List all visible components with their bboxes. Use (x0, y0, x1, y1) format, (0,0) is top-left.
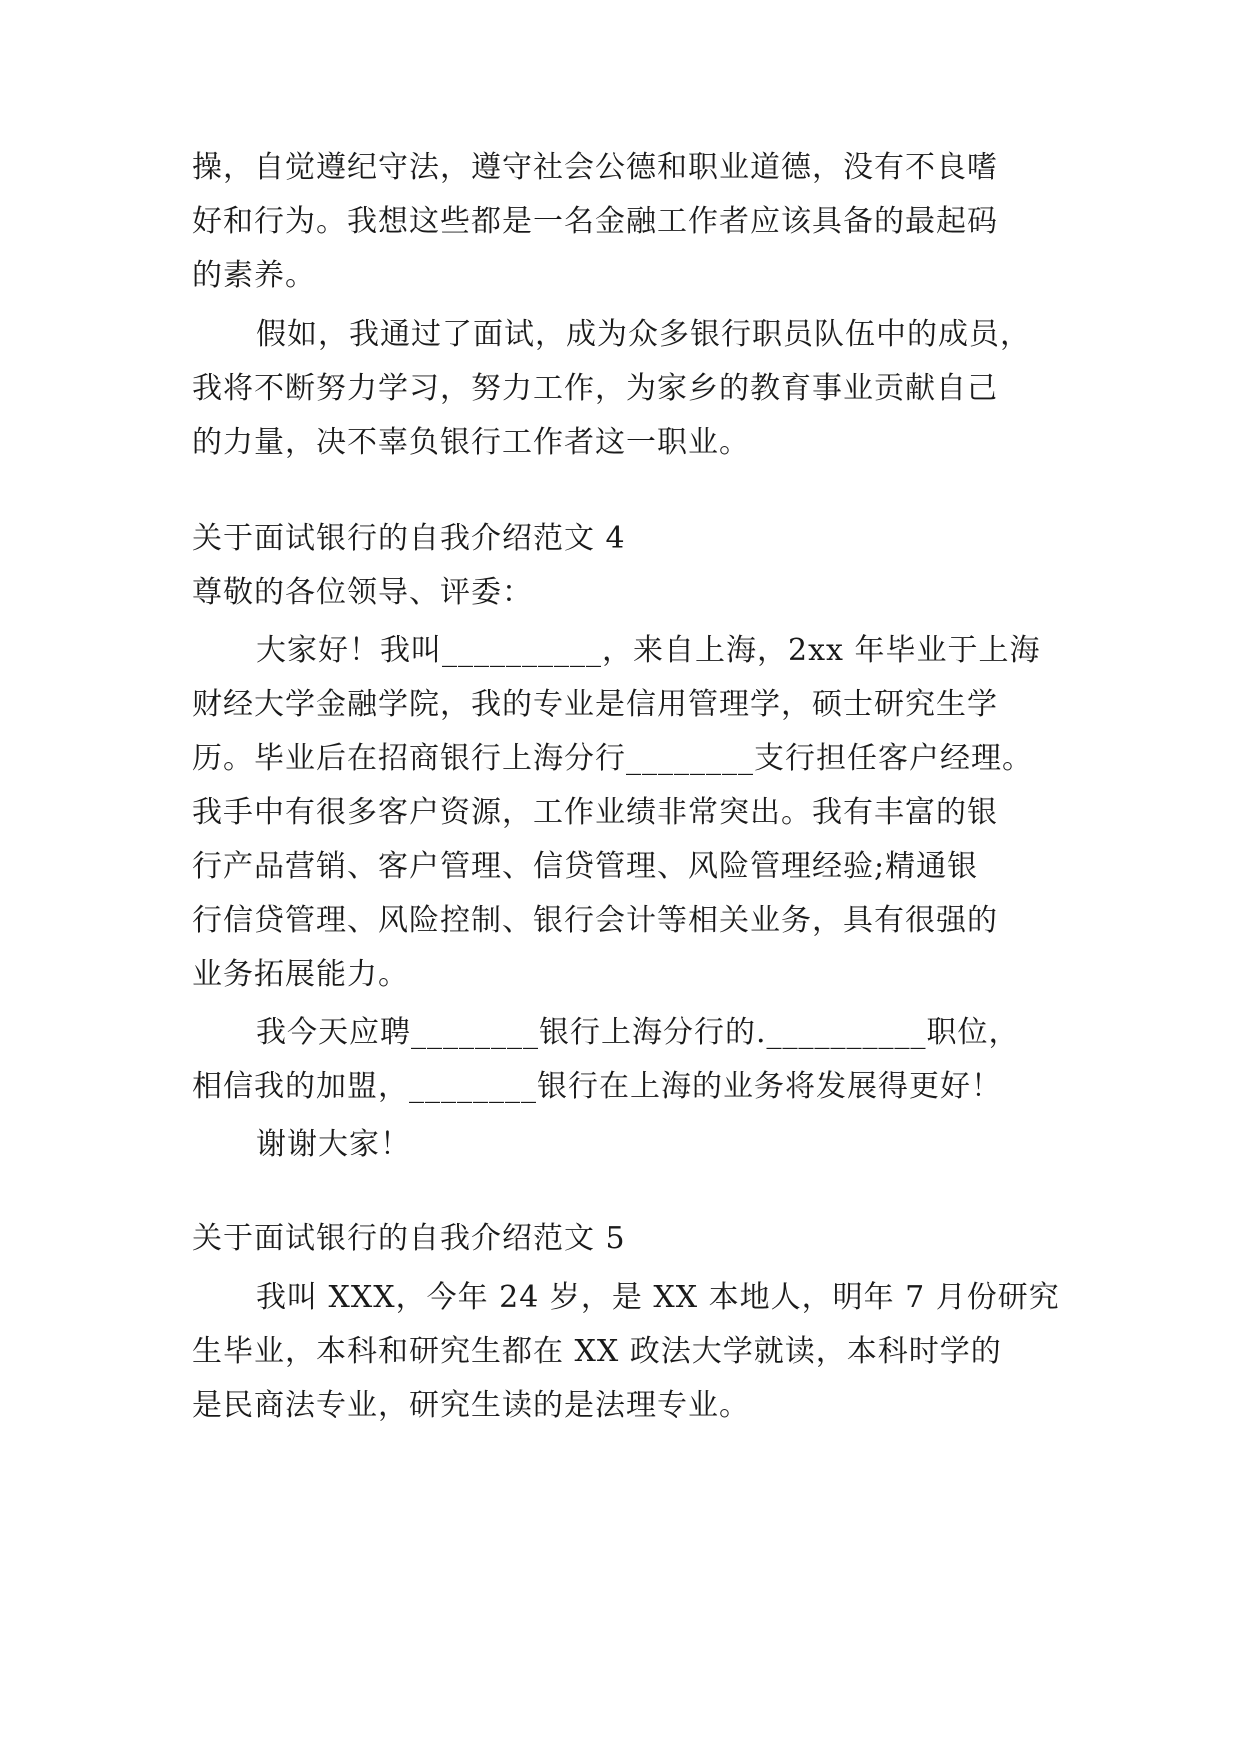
paragraph-line: 的素养。 (192, 258, 316, 293)
paragraph-line: 我手中有很多客户资源，工作业绩非常突出。我有丰富的银 (192, 795, 998, 830)
paragraph-line: 操，自觉遵纪守法，遵守社会公德和职业道德，没有不良嗜 (192, 150, 998, 185)
paragraph-line: 好和行为。我想这些都是一名金融工作者应该具备的最起码 (192, 204, 998, 239)
section-heading: 关于面试银行的自我介绍范文 4 (192, 521, 626, 556)
paragraph-line: 的力量，决不辜负银行工作者这一职业。 (192, 425, 750, 460)
paragraph-line: 谢谢大家！ (256, 1127, 411, 1162)
paragraph-line: 相信我的加盟，________银行在上海的业务将发展得更好！ (192, 1069, 1002, 1104)
paragraph-line: 假如，我通过了面试，成为众多银行职员队伍中的成员， (256, 317, 1031, 352)
paragraph-line: 财经大学金融学院，我的专业是信用管理学，硕士研究生学 (192, 687, 998, 722)
paragraph-line: 我今天应聘________银行上海分行的.__________职位， (256, 1015, 1020, 1050)
paragraph-line: 行信贷管理、风险控制、银行会计等相关业务，具有很强的 (192, 903, 998, 938)
paragraph-line: 我叫 XXX，今年 24 岁，是 XX 本地人，明年 7 月份研究 (256, 1280, 1060, 1315)
section-heading: 关于面试银行的自我介绍范文 5 (192, 1221, 626, 1256)
paragraph-line: 历。毕业后在招商银行上海分行________支行担任客户经理。 (192, 741, 1033, 776)
salutation: 尊敬的各位领导、评委： (192, 575, 533, 610)
paragraph-line: 生毕业，本科和研究生都在 XX 政法大学就读，本科时学的 (192, 1334, 1002, 1369)
paragraph-line: 行产品营销、客户管理、信贷管理、风险管理经验;精通银 (192, 849, 979, 884)
paragraph-line: 是民商法专业，研究生读的是法理专业。 (192, 1388, 750, 1423)
paragraph-line: 业务拓展能力。 (192, 957, 409, 992)
paragraph-line: 我将不断努力学习，努力工作，为家乡的教育事业贡献自己 (192, 371, 998, 406)
paragraph-line: 大家好！我叫__________，来自上海，2xx 年毕业于上海 (256, 633, 1041, 668)
